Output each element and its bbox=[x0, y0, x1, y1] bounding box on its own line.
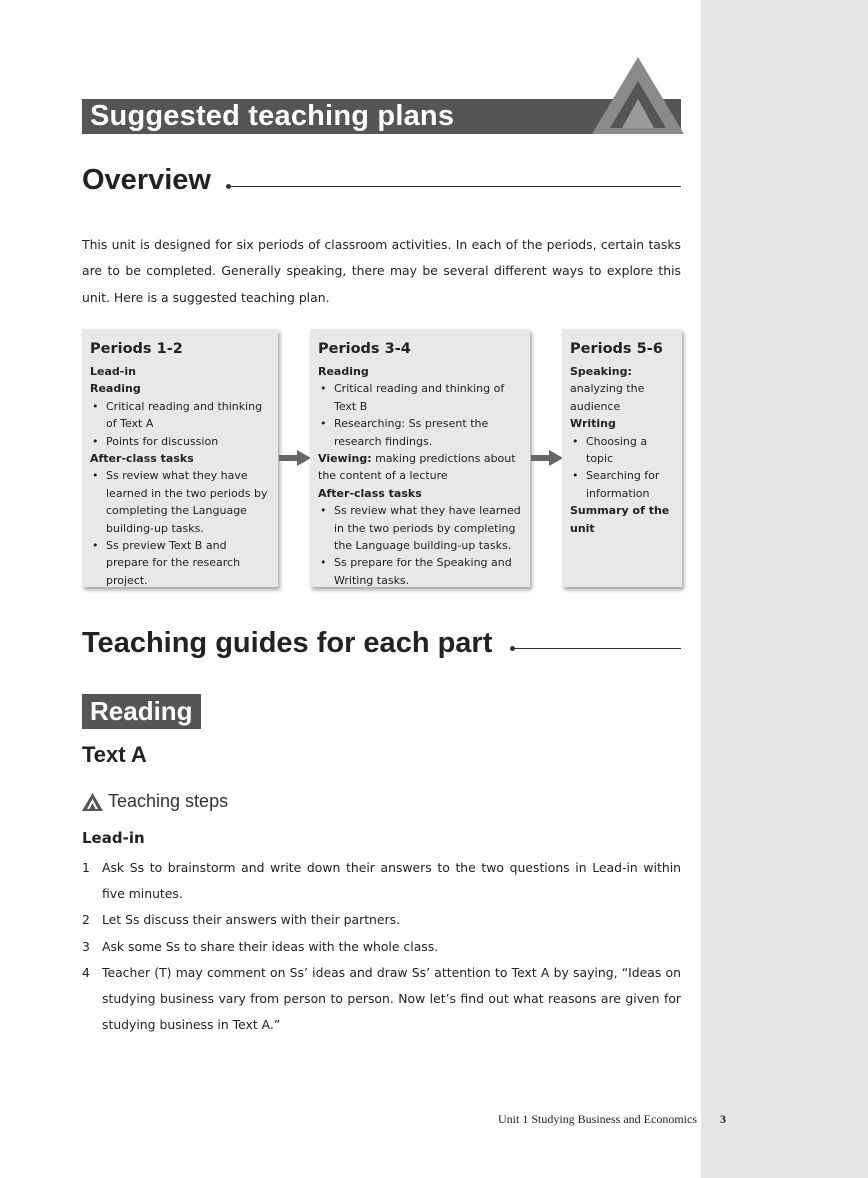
triangle-icon bbox=[82, 793, 103, 811]
viewing-label: Viewing: bbox=[318, 452, 372, 466]
overview-intro: This unit is designed for six periods of classroom activities. In each of the periods, certain tasks are to be completed. Generally speaking, there may be several different ways to explore this unit. Here is a suggested teaching plan. bbox=[82, 237, 681, 305]
list-item: • Points for discussion bbox=[90, 433, 270, 450]
arrow-right-icon bbox=[279, 450, 311, 466]
speaking-text: analyzing the audience bbox=[570, 382, 645, 413]
reading-label: Reading bbox=[90, 382, 141, 396]
list-item: • Critical reading and thinking of Text B bbox=[318, 380, 522, 415]
list-item: • Searching for information bbox=[570, 467, 674, 502]
speaking-line bbox=[570, 363, 674, 415]
after-class-list bbox=[90, 467, 270, 589]
step-text: Ask Ss to brainstorm and write down their answers to the two questions in Lead-in within five minutes. bbox=[102, 860, 681, 902]
periods-1-2-box bbox=[82, 329, 278, 587]
steps-list bbox=[82, 855, 681, 1038]
list-item: • Ss preview Text B and prepare for the research project. bbox=[90, 537, 270, 589]
reading-tag bbox=[82, 694, 201, 729]
list-item: • Researching: Ss present the research findings. bbox=[318, 415, 522, 450]
list-item: • Choosing a topic bbox=[570, 433, 674, 468]
list-item bbox=[82, 960, 681, 1039]
viewing-line bbox=[318, 450, 522, 485]
side-strip bbox=[701, 0, 868, 1178]
reading-tag-label: Reading bbox=[90, 696, 193, 726]
reading-list bbox=[90, 398, 270, 450]
leadin-label: Lead-in bbox=[90, 365, 136, 378]
list-item: • Critical reading and thinking of Text A bbox=[90, 398, 270, 433]
viewing-text: making predictions about the content of a lecture bbox=[318, 452, 516, 483]
page-number: 3 bbox=[720, 1112, 726, 1126]
guides-rule bbox=[513, 648, 681, 649]
list-item bbox=[82, 934, 681, 960]
step-number: 3 bbox=[82, 938, 90, 954]
step-number: 2 bbox=[82, 912, 90, 928]
section-banner bbox=[82, 99, 681, 134]
box-title: Periods 5-6 bbox=[570, 341, 663, 357]
after-class-list bbox=[318, 502, 522, 589]
arrow-right-icon bbox=[531, 450, 563, 466]
periods-3-4-box bbox=[310, 329, 530, 587]
list-item bbox=[82, 855, 681, 907]
overview-rule bbox=[229, 186, 681, 187]
writing-list bbox=[570, 433, 674, 503]
step-number: 1 bbox=[82, 860, 90, 875]
banner-title: Suggested teaching plans bbox=[90, 100, 455, 132]
writing-label: Writing bbox=[570, 417, 616, 431]
text-a-heading: Text A bbox=[82, 742, 147, 767]
step-number: 4 bbox=[82, 964, 90, 980]
summary-label: Summary of the unit bbox=[570, 504, 670, 535]
list-item: • Ss review what they have learned in the two periods by completing the Language building-up tasks. bbox=[318, 502, 522, 554]
speaking-label: Speaking: bbox=[570, 365, 632, 378]
leadin-heading: Lead-in bbox=[82, 829, 145, 847]
box-title: Periods 3-4 bbox=[318, 341, 411, 357]
box-title: Periods 1-2 bbox=[90, 341, 183, 357]
overview-heading: Overview bbox=[82, 164, 211, 196]
reading-list bbox=[318, 380, 522, 450]
periods-5-6-box bbox=[562, 329, 682, 587]
step-text: Let Ss discuss their answers with their partners. bbox=[102, 912, 401, 928]
list-item bbox=[82, 907, 681, 933]
teaching-steps-heading: Teaching steps bbox=[108, 791, 229, 811]
step-text: Ask some Ss to share their ideas with the whole class. bbox=[102, 938, 439, 954]
triangle-logo-icon bbox=[592, 57, 684, 134]
list-item: • Ss prepare for the Speaking and Writing tasks. bbox=[318, 554, 522, 589]
after-class-label: After-class tasks bbox=[90, 452, 194, 466]
after-class-label: After-class tasks bbox=[318, 486, 422, 500]
list-item: • Ss review what they have learned in the two periods by completing the Language building-up tasks. bbox=[90, 467, 270, 537]
guides-heading: Teaching guides for each part bbox=[82, 627, 493, 659]
step-text: Teacher (T) may comment on Ss’ ideas and draw Ss’ attention to Text A by saying, “Ideas on studying business vary from person to person. Now let’s find out what reasons are given for studying business in Text A.” bbox=[102, 964, 681, 1033]
footer-unit: Unit 1 Studying Business and Economics bbox=[498, 1112, 697, 1126]
reading-label: Reading bbox=[318, 365, 369, 378]
